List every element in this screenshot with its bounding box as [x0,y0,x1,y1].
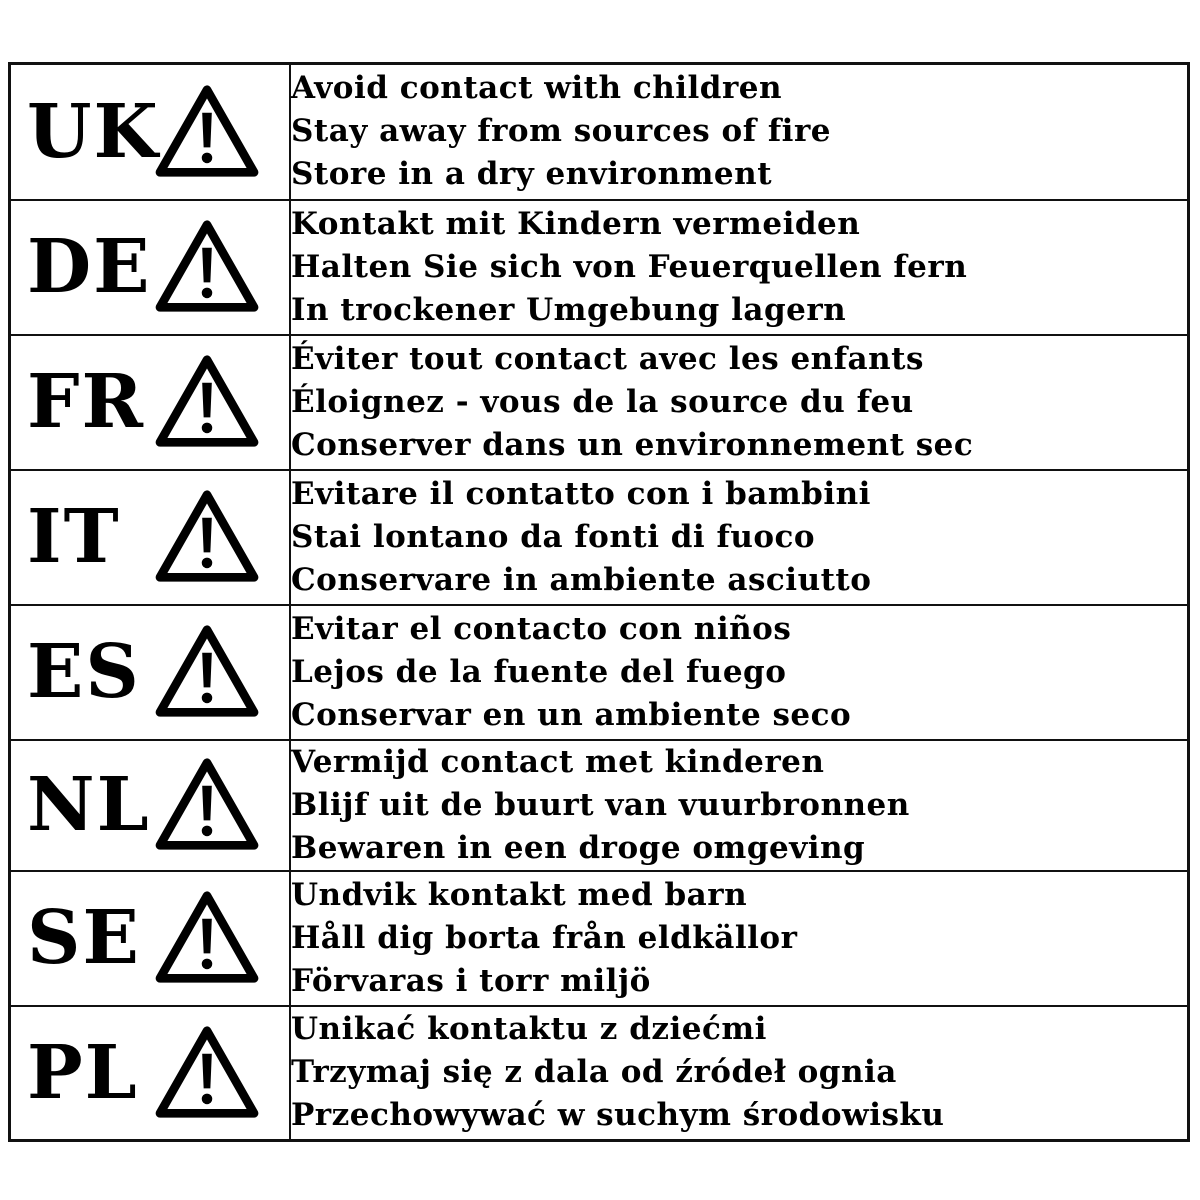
warning-line-fire: Halten Sie sich von Feuerquellen fern [291,248,968,285]
warning-row-de [10,200,1189,335]
warning-line-fire: Stai lontano da fonti di fuoco [291,518,816,555]
warning-line-children: Vermijd contact met kinderen [291,743,825,780]
multilingual-warning-table [8,62,1190,1142]
warning-row-es [10,605,1189,740]
warning-line-children: Undvik kontakt med barn [291,876,748,913]
warning-text-cell [290,871,1189,1006]
warning-line-fire: Éloignez - vous de la source du feu [291,383,914,420]
language-code-wrap [11,471,289,604]
warning-line-children: Kontakt mit Kindern vermeiden [291,205,861,242]
warning-triangle-icon [153,890,261,986]
language-code-wrap [11,872,289,1005]
warning-line-children: Avoid contact with children [291,70,783,107]
warning-triangle-icon [153,354,261,450]
language-code: FR [27,359,146,445]
warning-line-storage: Bewaren in een droge omgeving [291,829,866,866]
warning-triangle-icon [153,489,261,585]
warning-line-storage: Conservar en un ambiente seco [291,696,852,733]
warning-line-fire: Lejos de la fuente del fuego [291,653,787,690]
language-code: NL [27,762,151,848]
warning-text-cell [290,200,1189,335]
warning-text-cell [290,1006,1189,1141]
warning-text-cell [290,64,1189,200]
warning-line-storage: Förvaras i torr miljö [291,962,651,999]
language-code: IT [27,494,121,580]
warning-line-storage: Przechowywać w suchym środowisku [291,1097,945,1134]
warning-row-it [10,470,1189,605]
warning-line-children: Unikać kontaktu z dziećmi [291,1011,767,1048]
language-code-wrap [11,65,289,199]
warning-triangle-icon [153,624,261,720]
language-code: SE [27,895,141,981]
warning-row-fr [10,335,1189,470]
language-cell [10,64,291,200]
language-code-wrap [11,336,289,469]
language-code: ES [27,629,141,715]
warning-line-storage: In trockener Umgebung lagern [291,291,847,328]
language-code-wrap [11,606,289,739]
language-code-wrap [11,1007,289,1140]
warning-line-children: Éviter tout contact avec les enfants [291,340,924,377]
warning-row-uk [10,64,1189,200]
language-cell [10,200,291,335]
warning-triangle-icon [153,219,261,315]
language-code: UK [27,88,160,175]
warning-line-children: Evitar el contacto con niños [291,610,792,647]
warning-triangle-icon [153,1025,261,1121]
language-code-wrap [11,201,289,334]
warning-triangle-icon [153,757,261,853]
language-cell [10,1006,291,1141]
warning-triangle-icon [153,84,261,180]
language-code: PL [27,1029,139,1116]
warning-text-cell [290,335,1189,470]
language-cell [10,470,291,605]
warning-line-storage: Conserver dans un environnement sec [291,426,974,463]
warning-row-nl [10,740,1189,871]
warning-line-children: Evitare il contatto con i bambini [291,475,871,512]
language-code-wrap [11,741,289,870]
language-cell [10,335,291,470]
warning-line-fire: Trzymaj się z dala od źródeł ognia [291,1054,897,1091]
warning-table-body [10,64,1189,1141]
warning-text-cell [290,740,1189,871]
language-cell [10,605,291,740]
warning-line-storage: Conservare in ambiente asciutto [291,561,872,598]
language-cell [10,740,291,871]
warning-text-cell [290,605,1189,740]
warning-line-fire: Blijf uit de buurt van vuurbronnen [291,786,910,823]
warning-row-se [10,871,1189,1006]
warning-line-fire: Stay away from sources of fire [291,113,832,150]
warning-text-cell [290,470,1189,605]
language-code: DE [27,224,152,310]
warning-line-fire: Håll dig borta från eldkällor [291,919,798,956]
language-cell [10,871,291,1006]
warning-line-storage: Store in a dry environment [291,156,773,193]
warning-row-pl [10,1006,1189,1141]
